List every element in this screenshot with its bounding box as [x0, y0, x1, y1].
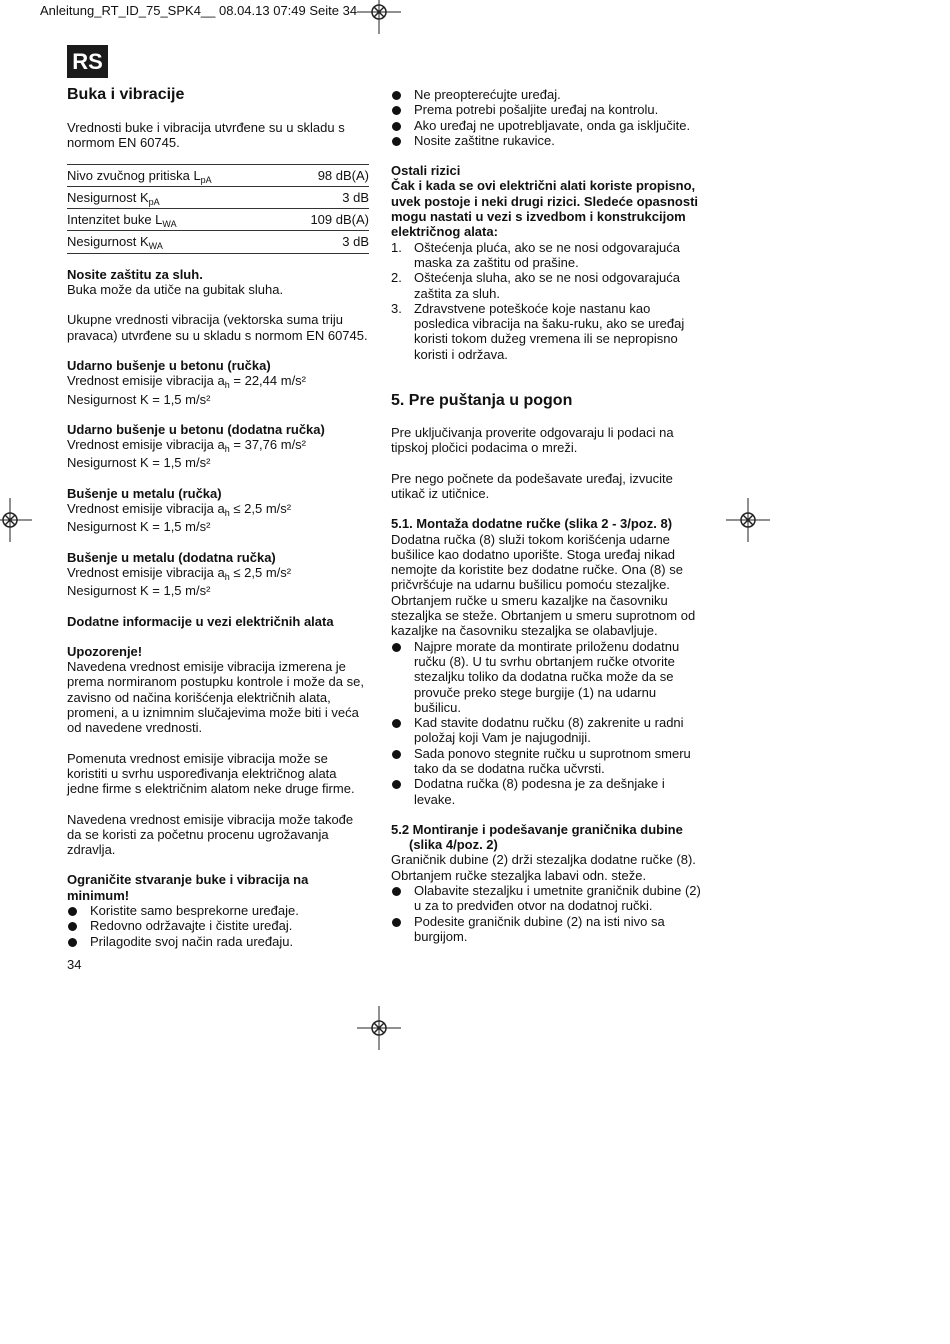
table-label: Intenzitet buke $L_{WA}$ [67, 212, 177, 230]
vibration-block-title: Bušenje u metalu (dodatna ručka) [67, 549, 276, 565]
vibration-block-title: Bušenje u metalu (ručka) [67, 485, 222, 501]
depth-stop-list [391, 883, 701, 944]
section-title-commissioning: 5. Pre puštanja u pogon [391, 392, 573, 410]
usage-list [391, 87, 701, 148]
vibration-total-paragraph: Ukupne vrednosti vibracija (vektorska suma triju pravaca) utvrđene su u skladu s normom EN 60745. [67, 312, 368, 343]
vibration-emission-value: Vrednost emisije vibracija $a_h \le 2,5$ m/s² [67, 501, 292, 519]
commissioning-paragraph: Pre nego počnete da podešavate uređaj, izvucite utikač iz utičnice. [391, 470, 673, 501]
subsection-title-depth-stop: 5.2 Montiranje i podešavanje graničnika dubine (slika 4/poz. 2) [391, 821, 683, 853]
risks-list [391, 240, 701, 362]
list-item: Podesite graničnik dubine (2) na isti nivo sa burgijom. [391, 914, 701, 945]
registration-mark-icon [357, 1006, 401, 1050]
print-header: Anleitung_RT_ID_75_SPK4__ 08.04.13 07:49 Seite 34 [40, 3, 358, 18]
list-item: 3. Zdravstvene poteškoće koje nastanu kao posledica vibracija na šaku-ruku, ako se uređaj koristi tokom dužeg vremena ili se nepropisno koristi i održava. [391, 300, 685, 362]
estimate-paragraph: Navedena vrednost emisije vibracija može takođe da se koristi za početnu procenu ugrožavanja zdravlja. [67, 811, 354, 858]
list-item: Kad stavite dodatnu ručku (8) zakrenite u radni položaj koji Vam je najugodniji. [391, 715, 701, 746]
warning-heading: Upozorenje! [67, 643, 143, 659]
table-value: 98 dB(A) [317, 167, 369, 183]
registration-mark-icon [357, 0, 401, 34]
table-value: 109 dB(A) [310, 212, 369, 228]
vibration-block-title: Udarno bušenje u betonu (ručka) [67, 357, 271, 373]
registration-mark-icon [726, 498, 770, 542]
vibration-emission-value: Vrednost emisije vibracija $a_h = 22,44$ m/s² [67, 373, 307, 391]
hearing-protection-heading: Nosite zaštitu za sluh. [67, 266, 203, 282]
left-column [67, 85, 369, 949]
registration-mark-icon [0, 498, 32, 542]
comparison-paragraph: Pomenuta vrednost emisije vibracija može se koristiti u svrhu uspoređivanja električnog alata jedne firme s električnim alatom neke druge firme. [67, 750, 355, 797]
list-item: Prilagodite svoj način rada uređaju. [67, 934, 369, 949]
risks-intro: Čak i kada se ovi električni alati koriste propisno, uvek postoje i neki drugi rizici. Sledeće opasnosti mogu nastati u vezi s izvedbom i konstrukcijom električnog alata: [391, 178, 699, 240]
vibration-block-title: Udarno bušenje u betonu (dodatna ručka) [67, 421, 325, 437]
table-label: Nesigurnost $K_{pA}$ [67, 189, 160, 207]
page-number: 34 [67, 957, 82, 972]
limit-list [67, 903, 369, 949]
depth-stop-paragraph: Graničnik dubine (2) drži stezaljka dodatne ručke (8). Obrtanjem ručke stezaljka labavi odn. steže. [391, 852, 696, 883]
list-item: Prema potrebi pošaljite uređaj na kontrolu. [391, 102, 701, 117]
hearing-protection-text: Buka može da utiče na gubitak sluha. [67, 282, 284, 298]
list-item: 1. Oštećenja pluća, ako se ne nosi odgovarajuća maska za zaštitu od prašine. [391, 239, 680, 270]
vibration-uncertainty: Nesigurnost K = 1,5 m/s² [67, 583, 211, 599]
table-row [67, 186, 369, 208]
noise-table [67, 164, 369, 254]
list-item: Olabavite stezaljku i umetnite graničnik dubine (2) u za to predviđen otvor na dodatnoj ručki. [391, 883, 701, 914]
table-row [67, 231, 369, 253]
vibration-uncertainty: Nesigurnost K = 1,5 m/s² [67, 391, 211, 407]
intro-paragraph: Vrednosti buke i vibracija utvrđene su u skladu s normom EN 60745. [67, 120, 345, 151]
warning-paragraph: Navedena vrednost emisije vibracija izmerena je prema normiranom postupku kontrole i može da se, zavisno od načina korišćenja električnih alata, promeni, a u iznimnim slučajevima može biti i veća od navedene vrednosti. [67, 659, 364, 736]
risks-heading: Ostali rizici [391, 163, 461, 179]
additional-info-heading: Dodatne informacije u vezi električnih alata [67, 613, 334, 629]
table-label: Nivo zvučnog pritiska $L_{pA}$ [67, 167, 212, 185]
table-value: 3 dB [342, 234, 369, 250]
list-item: Sada ponovo stegnite ručku u suprotnom smeru tako da se dodatna ručka učvrsti. [391, 746, 701, 777]
vibration-uncertainty: Nesigurnost K = 1,5 m/s² [67, 519, 211, 535]
commissioning-paragraph: Pre uključivanja proverite odgovaraju li podaci na tipskoj pločici podacima o mreži. [391, 425, 674, 456]
vibration-uncertainty: Nesigurnost K = 1,5 m/s² [67, 455, 211, 471]
list-item: Nosite zaštitne rukavice. [391, 133, 701, 148]
list-item: Koristite samo besprekorne uređaje. [67, 903, 369, 918]
table-label: Nesigurnost $K_{WA}$ [67, 234, 163, 252]
section-title-noise-vibration: Buka i vibracije [67, 86, 185, 103]
vibration-emission-value: Vrednost emisije vibracija $a_h = 37,76$ m/s² [67, 437, 307, 455]
table-row [67, 209, 369, 231]
list-item: Redovno održavajte i čistite uređaj. [67, 918, 369, 933]
vibration-emission-value: Vrednost emisije vibracija $a_h \le 2,5$ m/s² [67, 564, 292, 582]
handle-list [391, 639, 701, 807]
list-item: Ako uređaj ne upotrebljavate, onda ga isključite. [391, 118, 701, 133]
language-badge: RS [67, 45, 108, 78]
table-row [67, 164, 369, 186]
handle-paragraph: Dodatna ručka (8) služi tokom korišćenja udarne bušilice kao dodatno uporište. Stoga uređaj nikad nemojte da koristite bez dodatne ručke. Ona (8) se pričvršćuje na udarnu bušilicu pomoću stezaljke. Obrtanjem ručke u smeru kazaljke na časovniku stezaljka se steže. Obrtanjem u smeru suprotnom od kazaljke na časovniku stezaljka se olabavljuje. [391, 531, 696, 639]
table-value: 3 dB [342, 189, 369, 205]
subsection-title-handle: 5.1. Montaža dodatne ručke (slika 2 - 3/poz. 8) [391, 516, 673, 532]
list-item: Dodatna ručka (8) podesna je za dešnjake i levake. [391, 776, 701, 807]
list-item: 2. Oštećenja sluha, ako se ne nosi odgovarajuća zaštita za sluh. [391, 270, 680, 301]
limit-heading: Ograničite stvaranje buke i vibracija na minimum! [67, 872, 309, 903]
list-item: Najpre morate da montirate priloženu dodatnu ručku (8). U tu svrhu obrtanjem ručke otvorite stezaljku toliko da dodatna ručka može da se provuče preko stege burgije (1) na udarnu bušilicu. [391, 639, 701, 715]
right-column [391, 87, 701, 944]
list-item: Ne preopterećujte uređaj. [391, 87, 701, 102]
